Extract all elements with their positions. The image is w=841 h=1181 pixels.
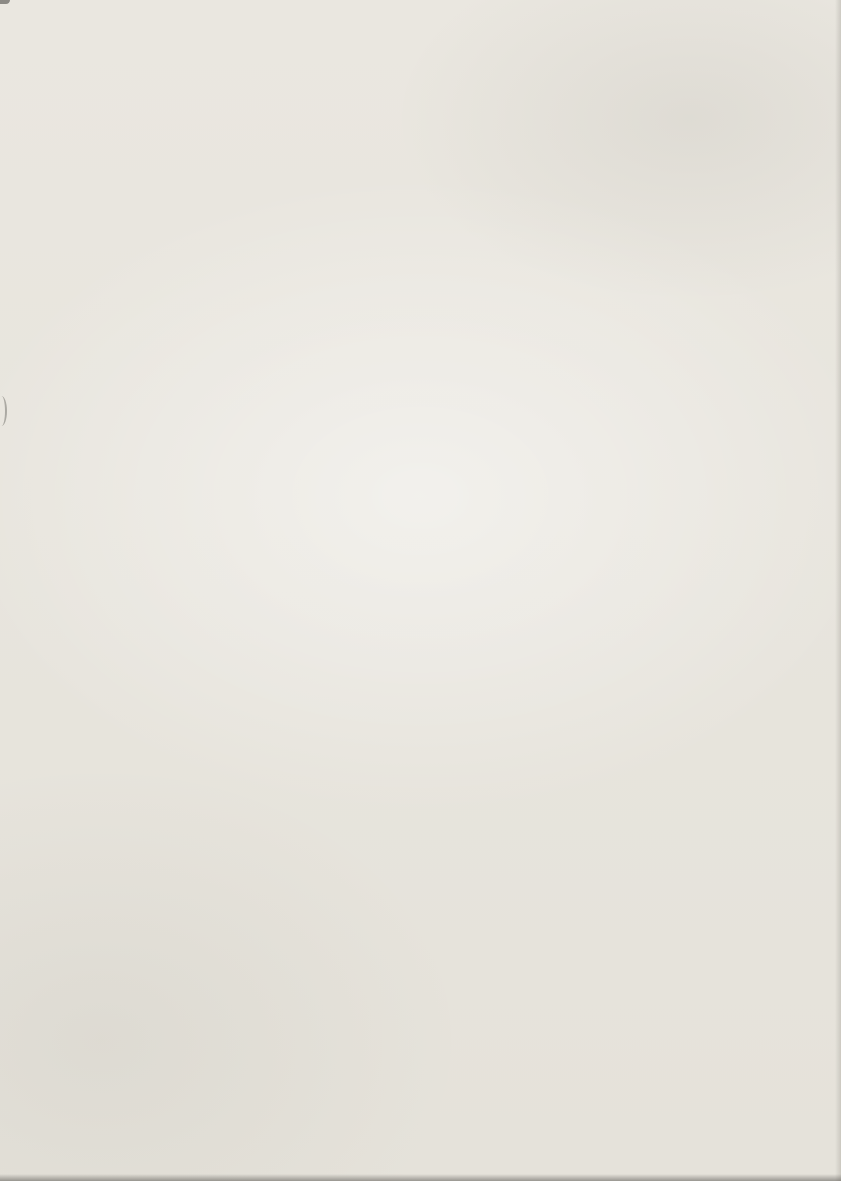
- book-footer: [30, 1090, 46, 1107]
- scan-edge-shadow: [0, 1174, 841, 1181]
- scan-edge-shadow: [835, 0, 841, 1181]
- scan-artifact: [0, 396, 7, 426]
- scan-artifact: [0, 0, 10, 4]
- figure-canvas: [55, 252, 805, 760]
- figure-obr-235: [55, 252, 805, 760]
